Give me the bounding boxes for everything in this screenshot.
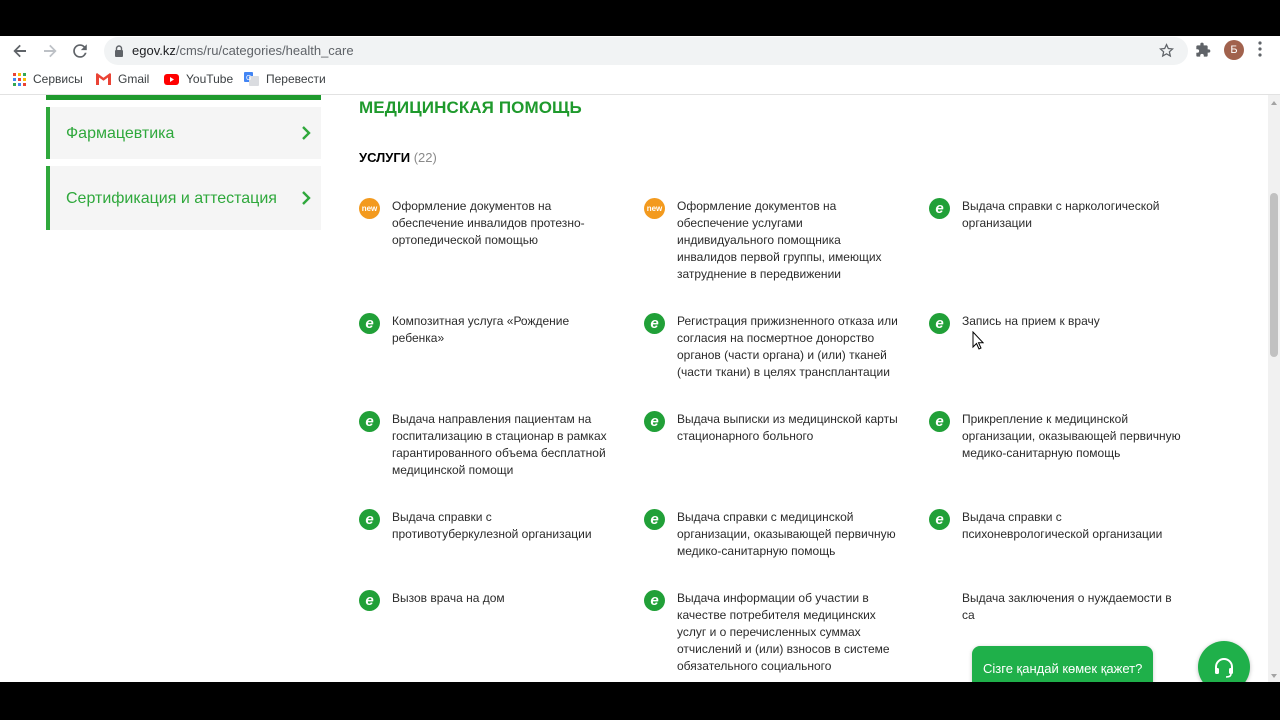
scroll-down-arrow-icon[interactable] <box>1271 674 1277 678</box>
e-service-badge-icon: e <box>644 411 665 432</box>
e-service-badge-icon: e <box>359 590 380 611</box>
browser-toolbar <box>0 36 1280 66</box>
e-service-badge-icon: e <box>929 411 950 432</box>
gmail-icon <box>96 73 111 85</box>
service-title[interactable]: Оформление документов на обеспечение услугами индивидуального помощника инвалидов первой группы, имеющих затруднение в передвижении <box>677 199 882 281</box>
bookmark-label: Сервисы <box>33 72 83 86</box>
service-title[interactable]: Оформление документов на обеспечение инвалидов протезно-ортопедической помощью <box>392 199 585 247</box>
apps-grid-icon <box>13 73 26 86</box>
url-path: /cms/ru/categories/health_care <box>175 43 354 58</box>
service-title[interactable]: Выдача справки с противотуберкулезной организации <box>392 510 592 541</box>
scroll-up-arrow-icon[interactable] <box>1271 101 1277 105</box>
services-label: УСЛУГИ <box>359 150 411 165</box>
e-service-badge-icon: e <box>359 313 380 334</box>
chat-help-bubble[interactable]: Сізге қандай көмек қажет? <box>972 646 1153 682</box>
profile-avatar[interactable]: Б <box>1224 40 1244 60</box>
forward-button[interactable] <box>40 41 60 61</box>
service-title[interactable]: Прикрепление к медицинской организации, оказывающей первичную медико-санитарную помощь <box>962 412 1181 460</box>
extensions-puzzle-icon[interactable] <box>1195 42 1211 58</box>
headset-icon <box>1212 655 1236 679</box>
service-title[interactable]: Выдача справки с медицинской организации, оказывающей первичную медико-санитарную помощь <box>677 510 896 558</box>
kebab-menu-icon[interactable] <box>1258 41 1262 57</box>
bookmark-label: Перевести <box>266 72 326 86</box>
reload-button[interactable] <box>70 41 90 61</box>
bookmark-gmail[interactable] <box>96 72 149 86</box>
youtube-icon <box>164 74 179 85</box>
back-button[interactable] <box>10 41 30 61</box>
bookmark-label: Gmail <box>118 72 150 86</box>
chevron-right-icon <box>301 191 311 205</box>
e-service-badge-icon: e <box>929 198 950 219</box>
chat-button[interactable] <box>1198 641 1250 682</box>
service-title[interactable]: Композитная услуга «Рождение ребенка» <box>392 314 570 345</box>
e-service-badge-icon: e <box>644 590 665 611</box>
new-badge-icon: new <box>359 198 380 219</box>
e-service-badge-icon: e <box>359 509 380 530</box>
page-scrollbar[interactable] <box>1268 95 1280 682</box>
bookmark-translate[interactable] <box>244 72 326 86</box>
service-title[interactable]: Выдача заключения о нуждаемости в са <box>962 591 1172 622</box>
url-host: egov.kz <box>132 43 176 58</box>
bookmark-label: YouTube <box>186 72 234 86</box>
browser-window <box>0 36 1280 682</box>
bookmark-youtube[interactable] <box>164 72 233 86</box>
address-bar[interactable] <box>104 37 1188 65</box>
sidebar-item-label: Фармацевтика <box>66 124 175 142</box>
star-icon[interactable] <box>1159 43 1174 58</box>
service-title[interactable]: Вызов врача на дом <box>392 591 505 605</box>
service-title[interactable]: Запись на прием к врачу <box>962 314 1100 328</box>
e-service-badge-icon: e <box>359 411 380 432</box>
e-service-badge-icon: e <box>929 313 950 334</box>
e-service-badge-icon: e <box>644 313 665 334</box>
bookmark-services[interactable] <box>13 72 83 86</box>
sidebar-active-bar <box>46 95 321 100</box>
e-service-badge-icon: e <box>929 509 950 530</box>
services-heading <box>359 150 437 165</box>
reload-icon <box>72 43 88 59</box>
mouse-cursor-icon <box>972 331 984 351</box>
e-service-badge-icon: e <box>644 509 665 530</box>
service-title[interactable]: Выдача справки с наркологической организации <box>962 199 1160 230</box>
sidebar-item-pharmaceutics[interactable] <box>46 107 321 159</box>
scrollbar-thumb[interactable] <box>1270 193 1278 357</box>
services-count: (22) <box>413 150 437 165</box>
page-content <box>0 95 1268 682</box>
arrow-left-icon <box>12 43 28 59</box>
service-title[interactable]: Выдача информации об участии в качестве потребителя медицинских услуг и о перечисленных суммах отчислений и (или) взносов в системе обязательного социального <box>677 591 890 673</box>
sidebar-item-certification[interactable] <box>46 166 321 230</box>
url-text <box>132 43 354 58</box>
sidebar-item-label: Сертификация и аттестация <box>66 189 277 207</box>
new-badge-icon: new <box>644 198 665 219</box>
arrow-right-icon <box>42 43 58 59</box>
svg-text:G: G <box>246 75 252 82</box>
bookmarks-bar <box>0 66 1280 95</box>
service-title[interactable]: Выдача выписки из медицинской карты стационарного больного <box>677 412 898 443</box>
translate-icon <box>244 72 259 86</box>
lock-icon <box>114 45 124 57</box>
service-title[interactable]: Выдача справки с психоневрологической организации <box>962 510 1163 541</box>
chevron-right-icon <box>301 126 311 140</box>
service-title[interactable]: Выдача направления пациентам на госпитализацию в стационар в рамках гарантированного объема бесплатной медицинской помощи <box>392 412 607 477</box>
service-title[interactable]: Регистрация прижизненного отказа или согласия на посмертное донорство органов (части органа) и (или) тканей (части ткани) в целях трансплантации <box>677 314 898 379</box>
page-title: МЕДИЦИНСКАЯ ПОМОЩЬ <box>359 98 582 117</box>
